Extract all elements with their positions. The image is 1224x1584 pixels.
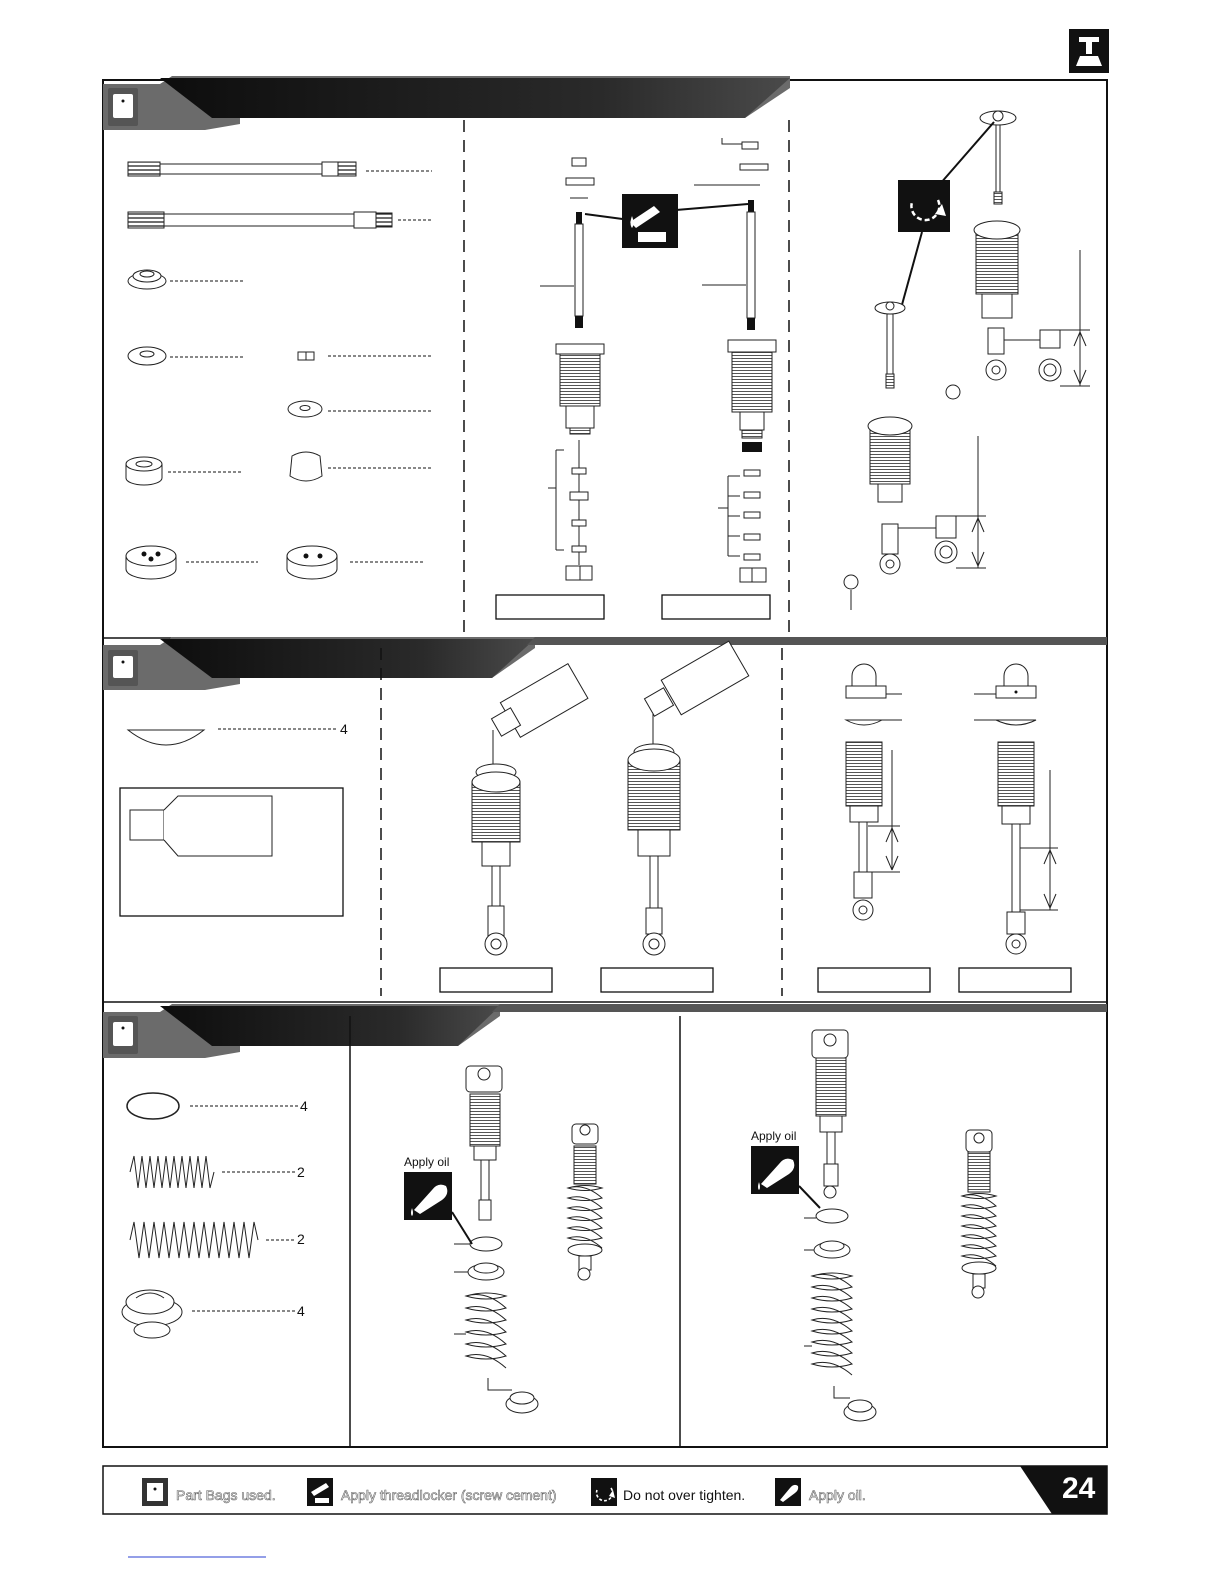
legend-threadlocker-icon bbox=[307, 1478, 333, 1506]
shock-cap-part bbox=[128, 270, 244, 289]
shock-body-lower bbox=[844, 302, 986, 610]
spring-assembly-right bbox=[804, 1030, 876, 1421]
threadlocker-callout bbox=[585, 194, 748, 248]
spring-assembly-right-complete bbox=[962, 1130, 996, 1298]
legend-rotate-icon bbox=[591, 1478, 617, 1506]
spring-short-qty: 2 bbox=[297, 1164, 305, 1180]
shock-shaft-long bbox=[128, 212, 432, 228]
spring-long-part bbox=[130, 1222, 296, 1258]
cap-install-left bbox=[818, 664, 930, 992]
spring-assembly-left bbox=[454, 1066, 538, 1413]
oil-callout-right bbox=[751, 1146, 820, 1208]
section-3-banner bbox=[103, 1004, 1107, 1058]
legend-oil-bottle-icon bbox=[775, 1478, 801, 1506]
cap-install-right bbox=[959, 664, 1071, 992]
oil-callout-left bbox=[404, 1172, 472, 1244]
bladder-qty: 4 bbox=[340, 721, 348, 737]
spring-long-qty: 2 bbox=[297, 1231, 305, 1247]
washer-part bbox=[288, 401, 432, 417]
spring-retainer-qty: 4 bbox=[297, 1303, 305, 1319]
bladder-part bbox=[128, 729, 338, 745]
oil-fill-left bbox=[440, 664, 588, 992]
section-2-banner bbox=[103, 637, 1107, 690]
legend-part-bag-icon bbox=[142, 1478, 168, 1506]
piston-2hole-part bbox=[287, 546, 424, 579]
small-nut-part bbox=[298, 352, 432, 360]
oring-part bbox=[128, 347, 244, 365]
legend-threadlocker-text: Apply threadlocker (screw cement) bbox=[341, 1487, 557, 1503]
piston-3hole-part bbox=[126, 546, 258, 579]
oring-large-part bbox=[127, 1093, 298, 1119]
spring-assembly-left-complete bbox=[568, 1124, 602, 1280]
car-assembly-icon bbox=[1069, 29, 1109, 73]
shock-body-upper bbox=[946, 111, 1090, 399]
oring-large-qty: 4 bbox=[300, 1098, 308, 1114]
apply-oil-label-left: Apply oil bbox=[404, 1155, 450, 1169]
ball-end-part bbox=[290, 452, 432, 481]
oil-fill-right bbox=[601, 641, 749, 992]
shock-shaft-short bbox=[128, 162, 432, 176]
spring-short-part bbox=[130, 1156, 296, 1188]
section-1-banner bbox=[103, 76, 790, 130]
spring-retainer-part bbox=[122, 1290, 296, 1338]
oil-bottle-box bbox=[120, 788, 343, 916]
apply-oil-label-right: Apply oil bbox=[751, 1129, 797, 1143]
legend-do-not-overtighten-text: Do not over tighten. bbox=[623, 1487, 746, 1503]
page-number: 24 bbox=[1062, 1472, 1096, 1505]
legend-part-bags-text: Part Bags used. bbox=[176, 1487, 276, 1503]
shaft-assembly-left bbox=[496, 158, 604, 619]
bushing-part bbox=[126, 457, 242, 485]
legend-apply-oil-text: Apply oil. bbox=[809, 1487, 866, 1503]
